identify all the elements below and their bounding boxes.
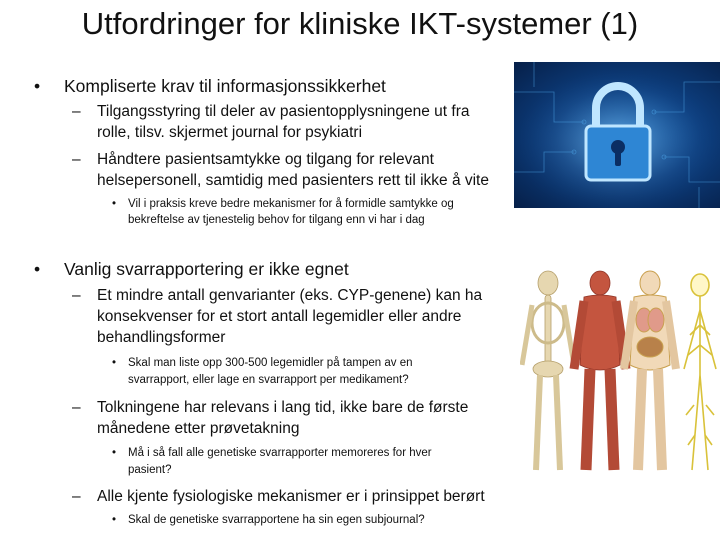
anatomy-figures-icon [520, 265, 720, 480]
bullet-marker: • [112, 514, 117, 526]
bullet-1-sub-2-line-2: helsepersonell, samtidig med pasienters rett til ikke å vite [97, 172, 489, 189]
bullet-2-sub-1-third-line-1: Skal man liste opp 300-500 legemidler på tampen av en [128, 357, 413, 369]
bullet-marker: • [34, 259, 41, 279]
bullet-2-sub-1-line-2: konsekvenser for et stort antall legemidler eller andre [97, 308, 462, 325]
bullet-1-sub-2-third-line-1: Vil i praksis kreve bedre mekanismer for å formidle samtykke og [128, 198, 454, 210]
bullet-1-sub-1-line-2: rolle, tilsv. skjermet journal for psykiatri [97, 124, 363, 141]
dash-marker: – [72, 151, 81, 168]
bullet-marker: • [34, 76, 41, 96]
bullet-2-sub-3-third: Skal de genetiske svarrapportene ha sin egen subjournal? [128, 514, 425, 526]
padlock-image [514, 62, 720, 208]
bullet-marker: • [112, 198, 117, 210]
bullet-1: Kompliserte krav til informasjonssikkerhet [64, 76, 386, 96]
dash-marker: – [72, 103, 81, 120]
bullet-2-sub-1-third-line-2: svarrapport, eller lage en svarrapport per medikament? [128, 374, 409, 386]
bullet-1-sub-2-third-line-2: bekreftelse av tjenestelig behov for tilgang enn vi har i dag [128, 214, 425, 226]
dash-marker: – [72, 287, 81, 304]
slide-title: Utfordringer for kliniske IKT-systemer (1) [81, 6, 639, 41]
bullet-marker: • [112, 357, 117, 369]
bullet-2-sub-1-line-1: Et mindre antall genvarianter (eks. CYP-genene) kan ha [97, 287, 483, 304]
bullet-1-sub-2-line-1: Håndtere pasientsamtykke og tilgang for relevant [97, 151, 434, 168]
bullet-2-sub-2-third-line-1: Må i så fall alle genetiske svarrapporter memoreres for hver [128, 447, 432, 459]
bullet-1-sub-1-line-1: Tilgangsstyring til deler av pasientopplysningene ut fra [97, 103, 470, 120]
bullet-2-sub-2-line-2: månedene etter prøvetakning [97, 420, 300, 437]
bullet-2-sub-2-third-line-2: pasient? [128, 464, 172, 476]
padlock-icon [514, 62, 720, 208]
bullet-marker: • [112, 447, 117, 459]
bullet-2-sub-1-line-3: behandlingsformer [97, 329, 226, 346]
bullet-2: Vanlig svarrapportering er ikke egnet [64, 259, 349, 279]
anatomy-image [520, 265, 720, 480]
bullet-2-sub-3: Alle kjente fysiologiske mekanismer er i prinsippet berørt [97, 488, 485, 505]
bullet-2-sub-2-line-1: Tolkningene har relevans i lang tid, ikke bare de første [97, 399, 469, 416]
dash-marker: – [72, 488, 81, 505]
dash-marker: – [72, 399, 81, 416]
